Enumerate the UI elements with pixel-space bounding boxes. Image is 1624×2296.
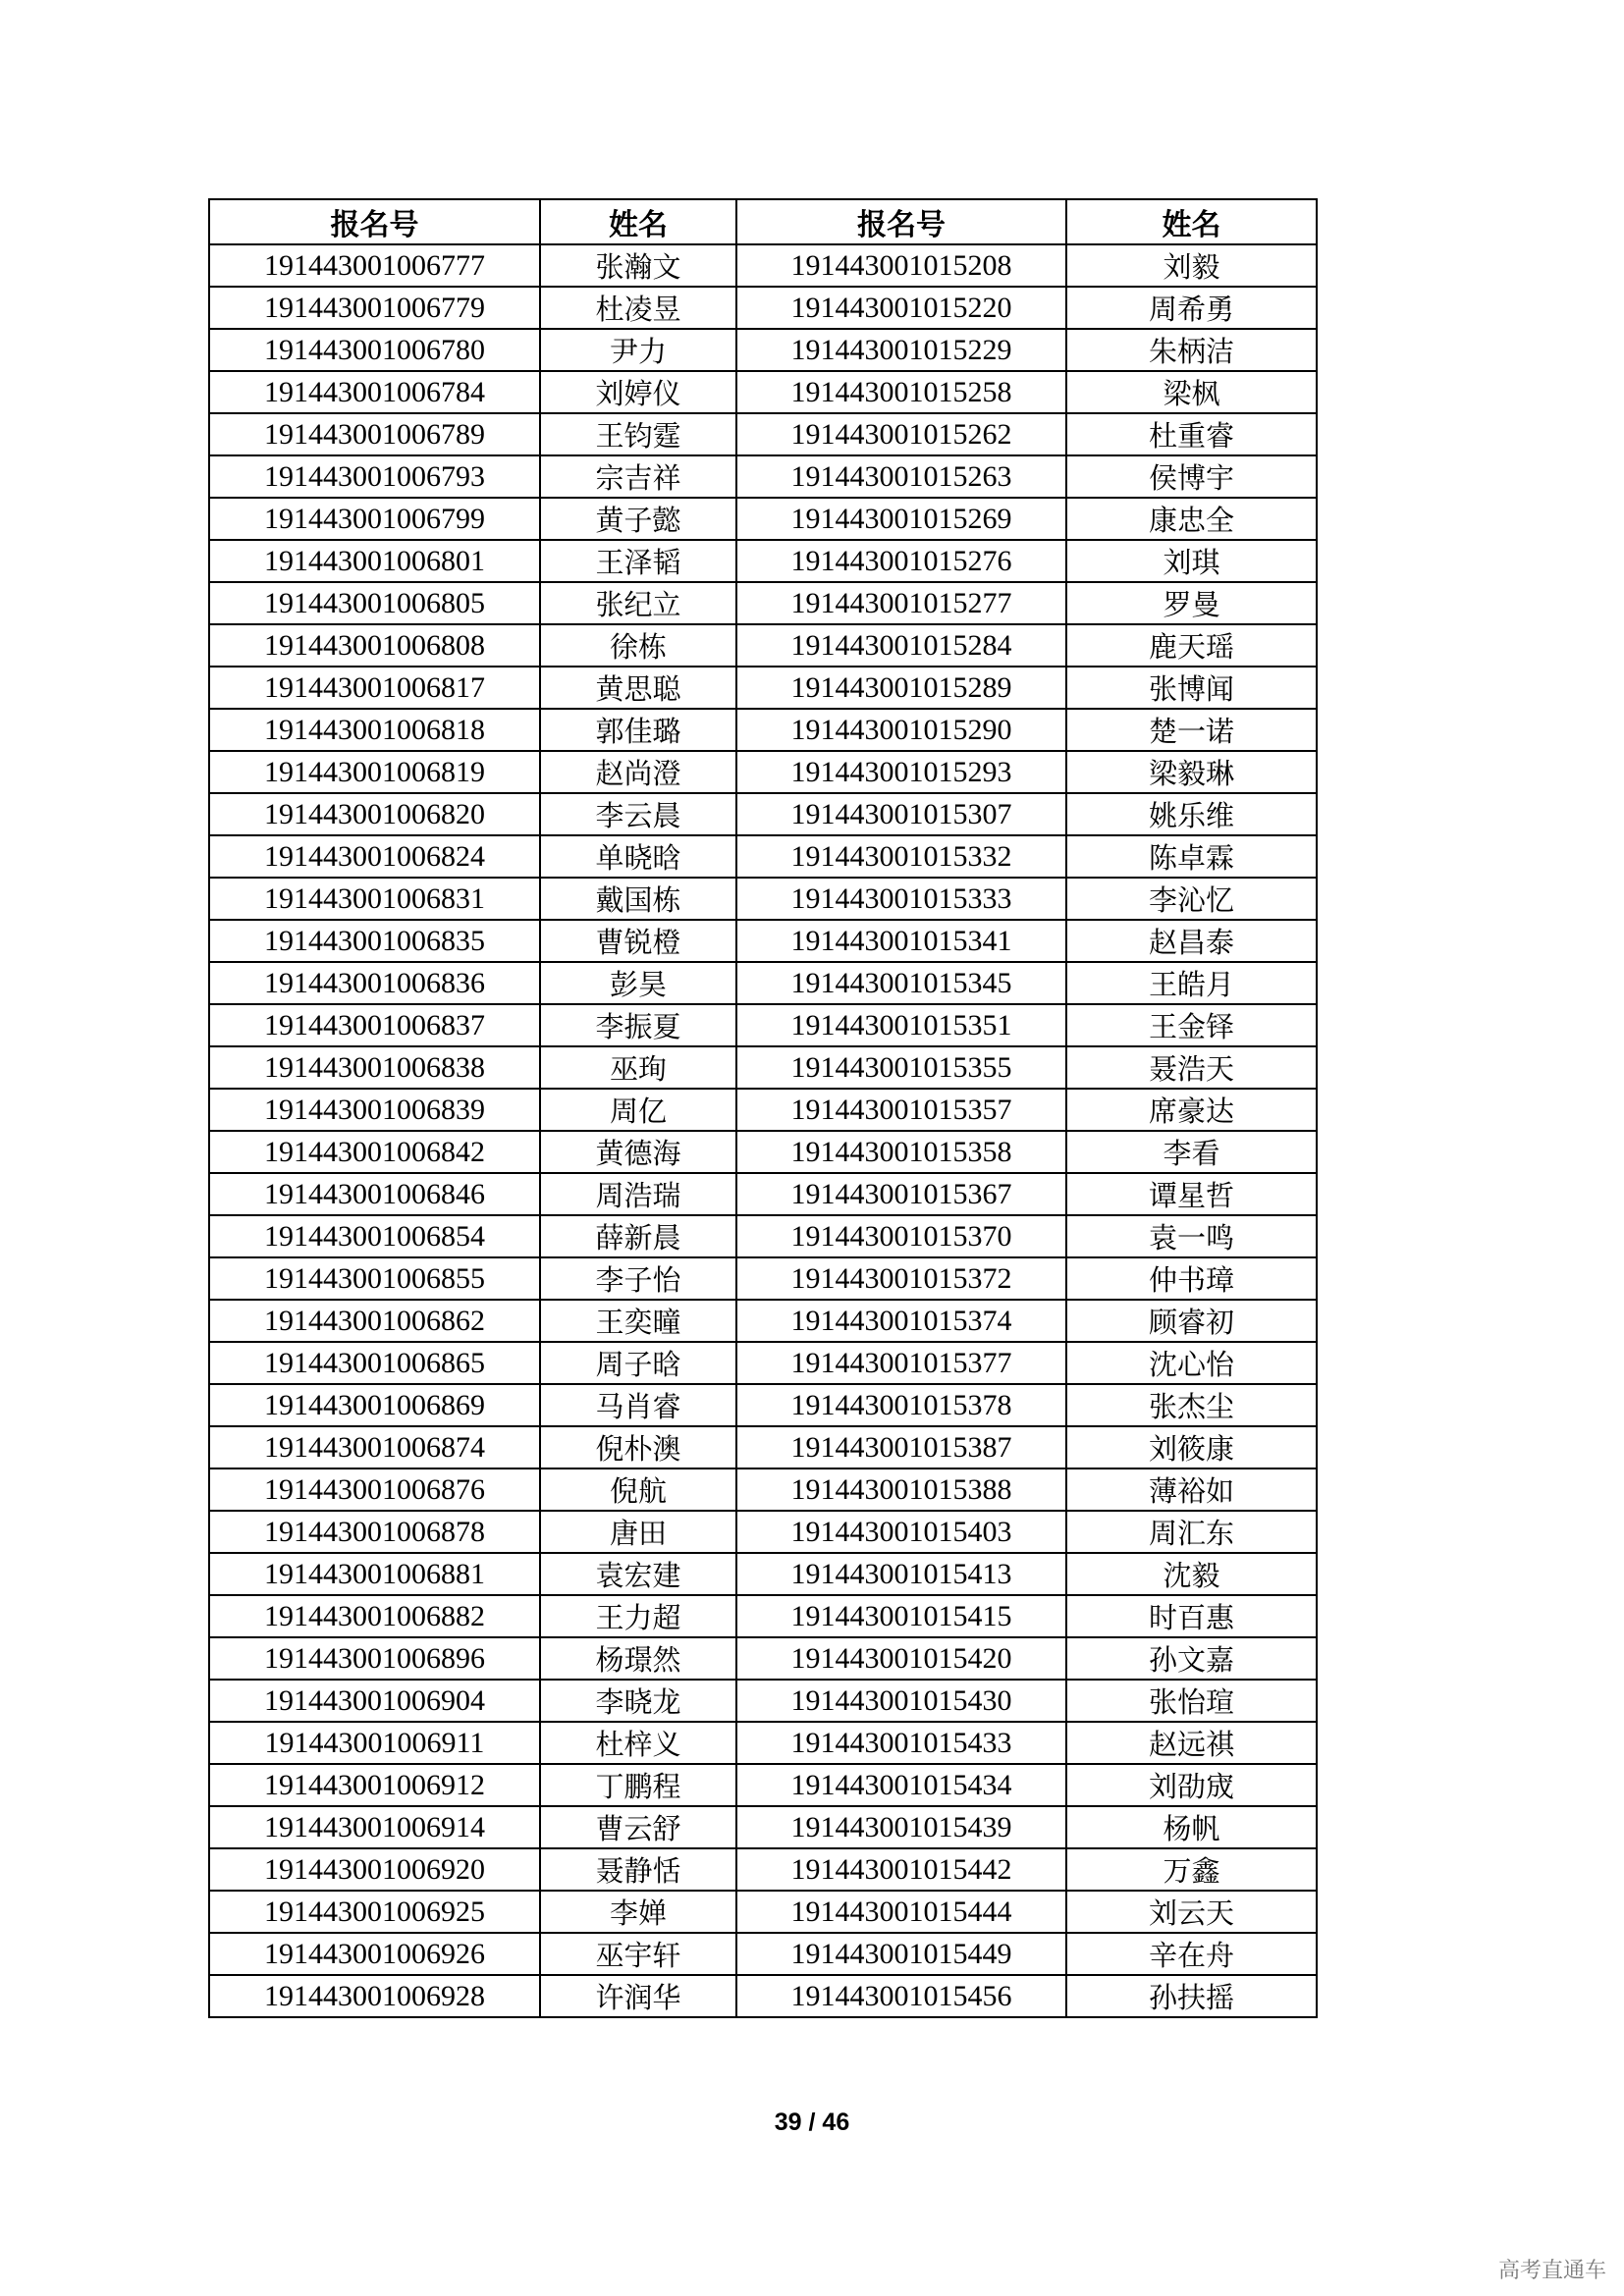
cell-name-right: 张杰尘 [1066, 1384, 1317, 1426]
cell-registration-number-right: 191443001015345 [736, 962, 1066, 1004]
cell-name-right: 梁枫 [1066, 371, 1317, 413]
table-row [209, 835, 1317, 878]
cell-registration-number-left: 191443001006793 [209, 455, 540, 498]
cell-registration-number-left: 191443001006801 [209, 540, 540, 582]
cell-name-right: 刘琪 [1066, 540, 1317, 582]
cell-registration-number-right: 191443001015442 [736, 1848, 1066, 1891]
header-registration-number-right: 报名号 [736, 199, 1066, 244]
cell-registration-number-right: 191443001015439 [736, 1806, 1066, 1848]
cell-name-right: 姚乐维 [1066, 793, 1317, 835]
cell-name-left: 彭昊 [540, 962, 736, 1004]
cell-name-left: 宗吉祥 [540, 455, 736, 498]
cell-name-right: 杨帆 [1066, 1806, 1317, 1848]
cell-registration-number-left: 191443001006904 [209, 1680, 540, 1722]
cell-name-left: 郭佳璐 [540, 709, 736, 751]
cell-registration-number-left: 191443001006799 [209, 498, 540, 540]
cell-registration-number-left: 191443001006911 [209, 1722, 540, 1764]
table-row [209, 498, 1317, 540]
cell-name-left: 袁宏建 [540, 1553, 736, 1595]
cell-name-left: 尹力 [540, 329, 736, 371]
cell-registration-number-left: 191443001006846 [209, 1173, 540, 1215]
cell-registration-number-right: 191443001015370 [736, 1215, 1066, 1257]
table-row [209, 1722, 1317, 1764]
cell-registration-number-left: 191443001006865 [209, 1342, 540, 1384]
cell-name-right: 万鑫 [1066, 1848, 1317, 1891]
table-row [209, 1891, 1317, 1933]
cell-registration-number-right: 191443001015293 [736, 751, 1066, 793]
roster-table [208, 198, 1318, 2018]
cell-name-right: 孙扶摇 [1066, 1975, 1317, 2017]
cell-registration-number-left: 191443001006928 [209, 1975, 540, 2017]
table-row [209, 1511, 1317, 1553]
cell-name-left: 李婵 [540, 1891, 736, 1933]
cell-registration-number-left: 191443001006819 [209, 751, 540, 793]
cell-name-left: 许润华 [540, 1975, 736, 2017]
cell-name-right: 顾睿初 [1066, 1300, 1317, 1342]
table-row [209, 920, 1317, 962]
cell-registration-number-left: 191443001006818 [209, 709, 540, 751]
cell-registration-number-right: 191443001015220 [736, 287, 1066, 329]
header-name-right: 姓名 [1066, 199, 1317, 244]
cell-registration-number-right: 191443001015358 [736, 1131, 1066, 1173]
cell-name-right: 薄裕如 [1066, 1468, 1317, 1511]
cell-name-left: 刘婷仪 [540, 371, 736, 413]
cell-name-left: 聂静恬 [540, 1848, 736, 1891]
table-row [209, 1975, 1317, 2017]
cell-registration-number-right: 191443001015229 [736, 329, 1066, 371]
table-row [209, 455, 1317, 498]
page-number: 39 / 46 [774, 2109, 850, 2136]
table-row [209, 1173, 1317, 1215]
table-row [209, 1004, 1317, 1046]
cell-name-right: 刘毅 [1066, 244, 1317, 287]
table-row [209, 1426, 1317, 1468]
cell-name-left: 王力超 [540, 1595, 736, 1637]
cell-registration-number-left: 191443001006820 [209, 793, 540, 835]
cell-registration-number-left: 191443001006855 [209, 1257, 540, 1300]
cell-registration-number-right: 191443001015430 [736, 1680, 1066, 1722]
cell-name-left: 王泽韬 [540, 540, 736, 582]
cell-name-left: 单晓晗 [540, 835, 736, 878]
table-row [209, 667, 1317, 709]
cell-name-left: 马肖睿 [540, 1384, 736, 1426]
table-row [209, 1215, 1317, 1257]
cell-name-left: 杜凌昱 [540, 287, 736, 329]
cell-registration-number-left: 191443001006789 [209, 413, 540, 455]
cell-name-left: 唐田 [540, 1511, 736, 1553]
cell-registration-number-left: 191443001006779 [209, 287, 540, 329]
header-name-left: 姓名 [540, 199, 736, 244]
table-row [209, 1468, 1317, 1511]
table-row [209, 1806, 1317, 1848]
cell-name-right: 孙文嘉 [1066, 1637, 1317, 1680]
cell-registration-number-left: 191443001006836 [209, 962, 540, 1004]
cell-name-left: 曹锐橙 [540, 920, 736, 962]
cell-registration-number-left: 191443001006914 [209, 1806, 540, 1848]
cell-registration-number-right: 191443001015307 [736, 793, 1066, 835]
table-row [209, 1764, 1317, 1806]
cell-registration-number-right: 191443001015378 [736, 1384, 1066, 1426]
cell-registration-number-right: 191443001015367 [736, 1173, 1066, 1215]
cell-registration-number-right: 191443001015355 [736, 1046, 1066, 1089]
cell-name-right: 辛在舟 [1066, 1933, 1317, 1975]
table-row [209, 793, 1317, 835]
cell-registration-number-right: 191443001015263 [736, 455, 1066, 498]
cell-name-right: 仲书璋 [1066, 1257, 1317, 1300]
table-row [209, 1046, 1317, 1089]
table-row [209, 413, 1317, 455]
cell-name-right: 沈心怡 [1066, 1342, 1317, 1384]
cell-registration-number-right: 191443001015434 [736, 1764, 1066, 1806]
cell-name-right: 时百惠 [1066, 1595, 1317, 1637]
cell-registration-number-right: 191443001015456 [736, 1975, 1066, 2017]
header-row [209, 199, 1317, 244]
header-registration-number-left: 报名号 [209, 199, 540, 244]
cell-name-left: 戴国栋 [540, 878, 736, 920]
cell-name-left: 巫宇轩 [540, 1933, 736, 1975]
cell-registration-number-left: 191443001006780 [209, 329, 540, 371]
cell-name-left: 倪航 [540, 1468, 736, 1511]
cell-name-right: 张博闻 [1066, 667, 1317, 709]
cell-name-left: 曹云舒 [540, 1806, 736, 1848]
cell-registration-number-right: 191443001015372 [736, 1257, 1066, 1300]
cell-registration-number-left: 191443001006925 [209, 1891, 540, 1933]
cell-name-right: 王金铎 [1066, 1004, 1317, 1046]
cell-name-right: 周汇东 [1066, 1511, 1317, 1553]
cell-name-right: 张怡瑄 [1066, 1680, 1317, 1722]
cell-name-right: 袁一鸣 [1066, 1215, 1317, 1257]
cell-name-right: 侯博宇 [1066, 455, 1317, 498]
cell-registration-number-right: 191443001015403 [736, 1511, 1066, 1553]
table-row [209, 1553, 1317, 1595]
cell-registration-number-left: 191443001006896 [209, 1637, 540, 1680]
cell-registration-number-left: 191443001006881 [209, 1553, 540, 1595]
cell-registration-number-left: 191443001006835 [209, 920, 540, 962]
cell-name-right: 罗曼 [1066, 582, 1317, 624]
cell-name-left: 李晓龙 [540, 1680, 736, 1722]
cell-registration-number-right: 191443001015276 [736, 540, 1066, 582]
cell-registration-number-left: 191443001006926 [209, 1933, 540, 1975]
cell-name-right: 鹿天瑶 [1066, 624, 1317, 667]
table-row [209, 878, 1317, 920]
cell-name-left: 王钧霆 [540, 413, 736, 455]
table-row [209, 287, 1317, 329]
cell-name-left: 薛新晨 [540, 1215, 736, 1257]
cell-registration-number-left: 191443001006839 [209, 1089, 540, 1131]
cell-name-right: 赵昌泰 [1066, 920, 1317, 962]
table-row [209, 962, 1317, 1004]
cell-registration-number-right: 191443001015341 [736, 920, 1066, 962]
cell-name-left: 丁鹏程 [540, 1764, 736, 1806]
cell-registration-number-right: 191443001015208 [736, 244, 1066, 287]
cell-name-right: 康忠全 [1066, 498, 1317, 540]
cell-registration-number-left: 191443001006874 [209, 1426, 540, 1468]
cell-registration-number-right: 191443001015258 [736, 371, 1066, 413]
cell-name-right: 谭星哲 [1066, 1173, 1317, 1215]
cell-registration-number-right: 191443001015388 [736, 1468, 1066, 1511]
table-row [209, 1680, 1317, 1722]
cell-registration-number-right: 191443001015332 [736, 835, 1066, 878]
cell-name-left: 徐栋 [540, 624, 736, 667]
cell-registration-number-right: 191443001015413 [736, 1553, 1066, 1595]
cell-name-left: 黄子懿 [540, 498, 736, 540]
cell-name-right: 刘劭宬 [1066, 1764, 1317, 1806]
cell-registration-number-right: 191443001015444 [736, 1891, 1066, 1933]
cell-name-left: 黄德海 [540, 1131, 736, 1173]
table-header [209, 199, 1317, 244]
cell-registration-number-left: 191443001006882 [209, 1595, 540, 1637]
cell-name-right: 杜重睿 [1066, 413, 1317, 455]
cell-name-right: 梁毅琳 [1066, 751, 1317, 793]
cell-name-right: 聂浩天 [1066, 1046, 1317, 1089]
cell-name-right: 王皓月 [1066, 962, 1317, 1004]
table-row [209, 709, 1317, 751]
cell-name-right: 陈卓霖 [1066, 835, 1317, 878]
cell-name-left: 李子怡 [540, 1257, 736, 1300]
table-row [209, 540, 1317, 582]
cell-name-right: 沈毅 [1066, 1553, 1317, 1595]
cell-registration-number-right: 191443001015377 [736, 1342, 1066, 1384]
table-row [209, 582, 1317, 624]
cell-name-left: 周浩瑞 [540, 1173, 736, 1215]
cell-registration-number-right: 191443001015262 [736, 413, 1066, 455]
cell-registration-number-left: 191443001006838 [209, 1046, 540, 1089]
table-row [209, 1933, 1317, 1975]
table-row [209, 244, 1317, 287]
cell-registration-number-left: 191443001006817 [209, 667, 540, 709]
cell-registration-number-left: 191443001006842 [209, 1131, 540, 1173]
cell-name-left: 周子晗 [540, 1342, 736, 1384]
table-row [209, 624, 1317, 667]
cell-registration-number-right: 191443001015415 [736, 1595, 1066, 1637]
cell-name-right: 李看 [1066, 1131, 1317, 1173]
cell-registration-number-left: 191443001006912 [209, 1764, 540, 1806]
cell-registration-number-right: 191443001015351 [736, 1004, 1066, 1046]
cell-name-right: 席豪达 [1066, 1089, 1317, 1131]
cell-name-right: 赵远祺 [1066, 1722, 1317, 1764]
table-row [209, 1257, 1317, 1300]
cell-name-left: 周亿 [540, 1089, 736, 1131]
table-row [209, 1637, 1317, 1680]
cell-registration-number-left: 191443001006808 [209, 624, 540, 667]
cell-registration-number-left: 191443001006837 [209, 1004, 540, 1046]
cell-registration-number-left: 191443001006869 [209, 1384, 540, 1426]
cell-name-left: 张瀚文 [540, 244, 736, 287]
table-row [209, 1384, 1317, 1426]
cell-registration-number-left: 191443001006831 [209, 878, 540, 920]
table-body [209, 244, 1317, 2017]
cell-name-right: 楚一诺 [1066, 709, 1317, 751]
cell-registration-number-right: 191443001015449 [736, 1933, 1066, 1975]
cell-name-left: 巫珣 [540, 1046, 736, 1089]
cell-registration-number-right: 191443001015420 [736, 1637, 1066, 1680]
cell-registration-number-right: 191443001015374 [736, 1300, 1066, 1342]
table-row [209, 1595, 1317, 1637]
cell-registration-number-right: 191443001015433 [736, 1722, 1066, 1764]
cell-registration-number-right: 191443001015289 [736, 667, 1066, 709]
cell-registration-number-right: 191443001015284 [736, 624, 1066, 667]
cell-registration-number-right: 191443001015387 [736, 1426, 1066, 1468]
cell-name-right: 刘筱康 [1066, 1426, 1317, 1468]
cell-name-left: 倪朴澳 [540, 1426, 736, 1468]
table-row [209, 1342, 1317, 1384]
cell-registration-number-right: 191443001015290 [736, 709, 1066, 751]
cell-registration-number-left: 191443001006805 [209, 582, 540, 624]
cell-name-left: 张纪立 [540, 582, 736, 624]
cell-registration-number-left: 191443001006878 [209, 1511, 540, 1553]
watermark: 高考直通车 [1497, 2259, 1606, 2283]
cell-name-left: 黄思聪 [540, 667, 736, 709]
table-row [209, 1848, 1317, 1891]
cell-registration-number-right: 191443001015277 [736, 582, 1066, 624]
table-row [209, 1089, 1317, 1131]
table-row [209, 751, 1317, 793]
cell-name-right: 朱柄洁 [1066, 329, 1317, 371]
cell-name-right: 周希勇 [1066, 287, 1317, 329]
cell-name-left: 王奕曈 [540, 1300, 736, 1342]
cell-name-right: 李沁忆 [1066, 878, 1317, 920]
table-row [209, 371, 1317, 413]
table-row [209, 1131, 1317, 1173]
table-row [209, 1300, 1317, 1342]
cell-name-left: 杨璟然 [540, 1637, 736, 1680]
cell-name-left: 李云晨 [540, 793, 736, 835]
cell-name-left: 李振夏 [540, 1004, 736, 1046]
cell-registration-number-left: 191443001006920 [209, 1848, 540, 1891]
cell-registration-number-left: 191443001006876 [209, 1468, 540, 1511]
cell-registration-number-left: 191443001006777 [209, 244, 540, 287]
cell-registration-number-right: 191443001015269 [736, 498, 1066, 540]
cell-registration-number-right: 191443001015333 [736, 878, 1066, 920]
cell-registration-number-left: 191443001006862 [209, 1300, 540, 1342]
cell-name-left: 赵尚澄 [540, 751, 736, 793]
cell-name-left: 杜梓义 [540, 1722, 736, 1764]
cell-registration-number-left: 191443001006824 [209, 835, 540, 878]
cell-registration-number-left: 191443001006784 [209, 371, 540, 413]
cell-registration-number-right: 191443001015357 [736, 1089, 1066, 1131]
cell-name-right: 刘云天 [1066, 1891, 1317, 1933]
cell-registration-number-left: 191443001006854 [209, 1215, 540, 1257]
table-row [209, 329, 1317, 371]
